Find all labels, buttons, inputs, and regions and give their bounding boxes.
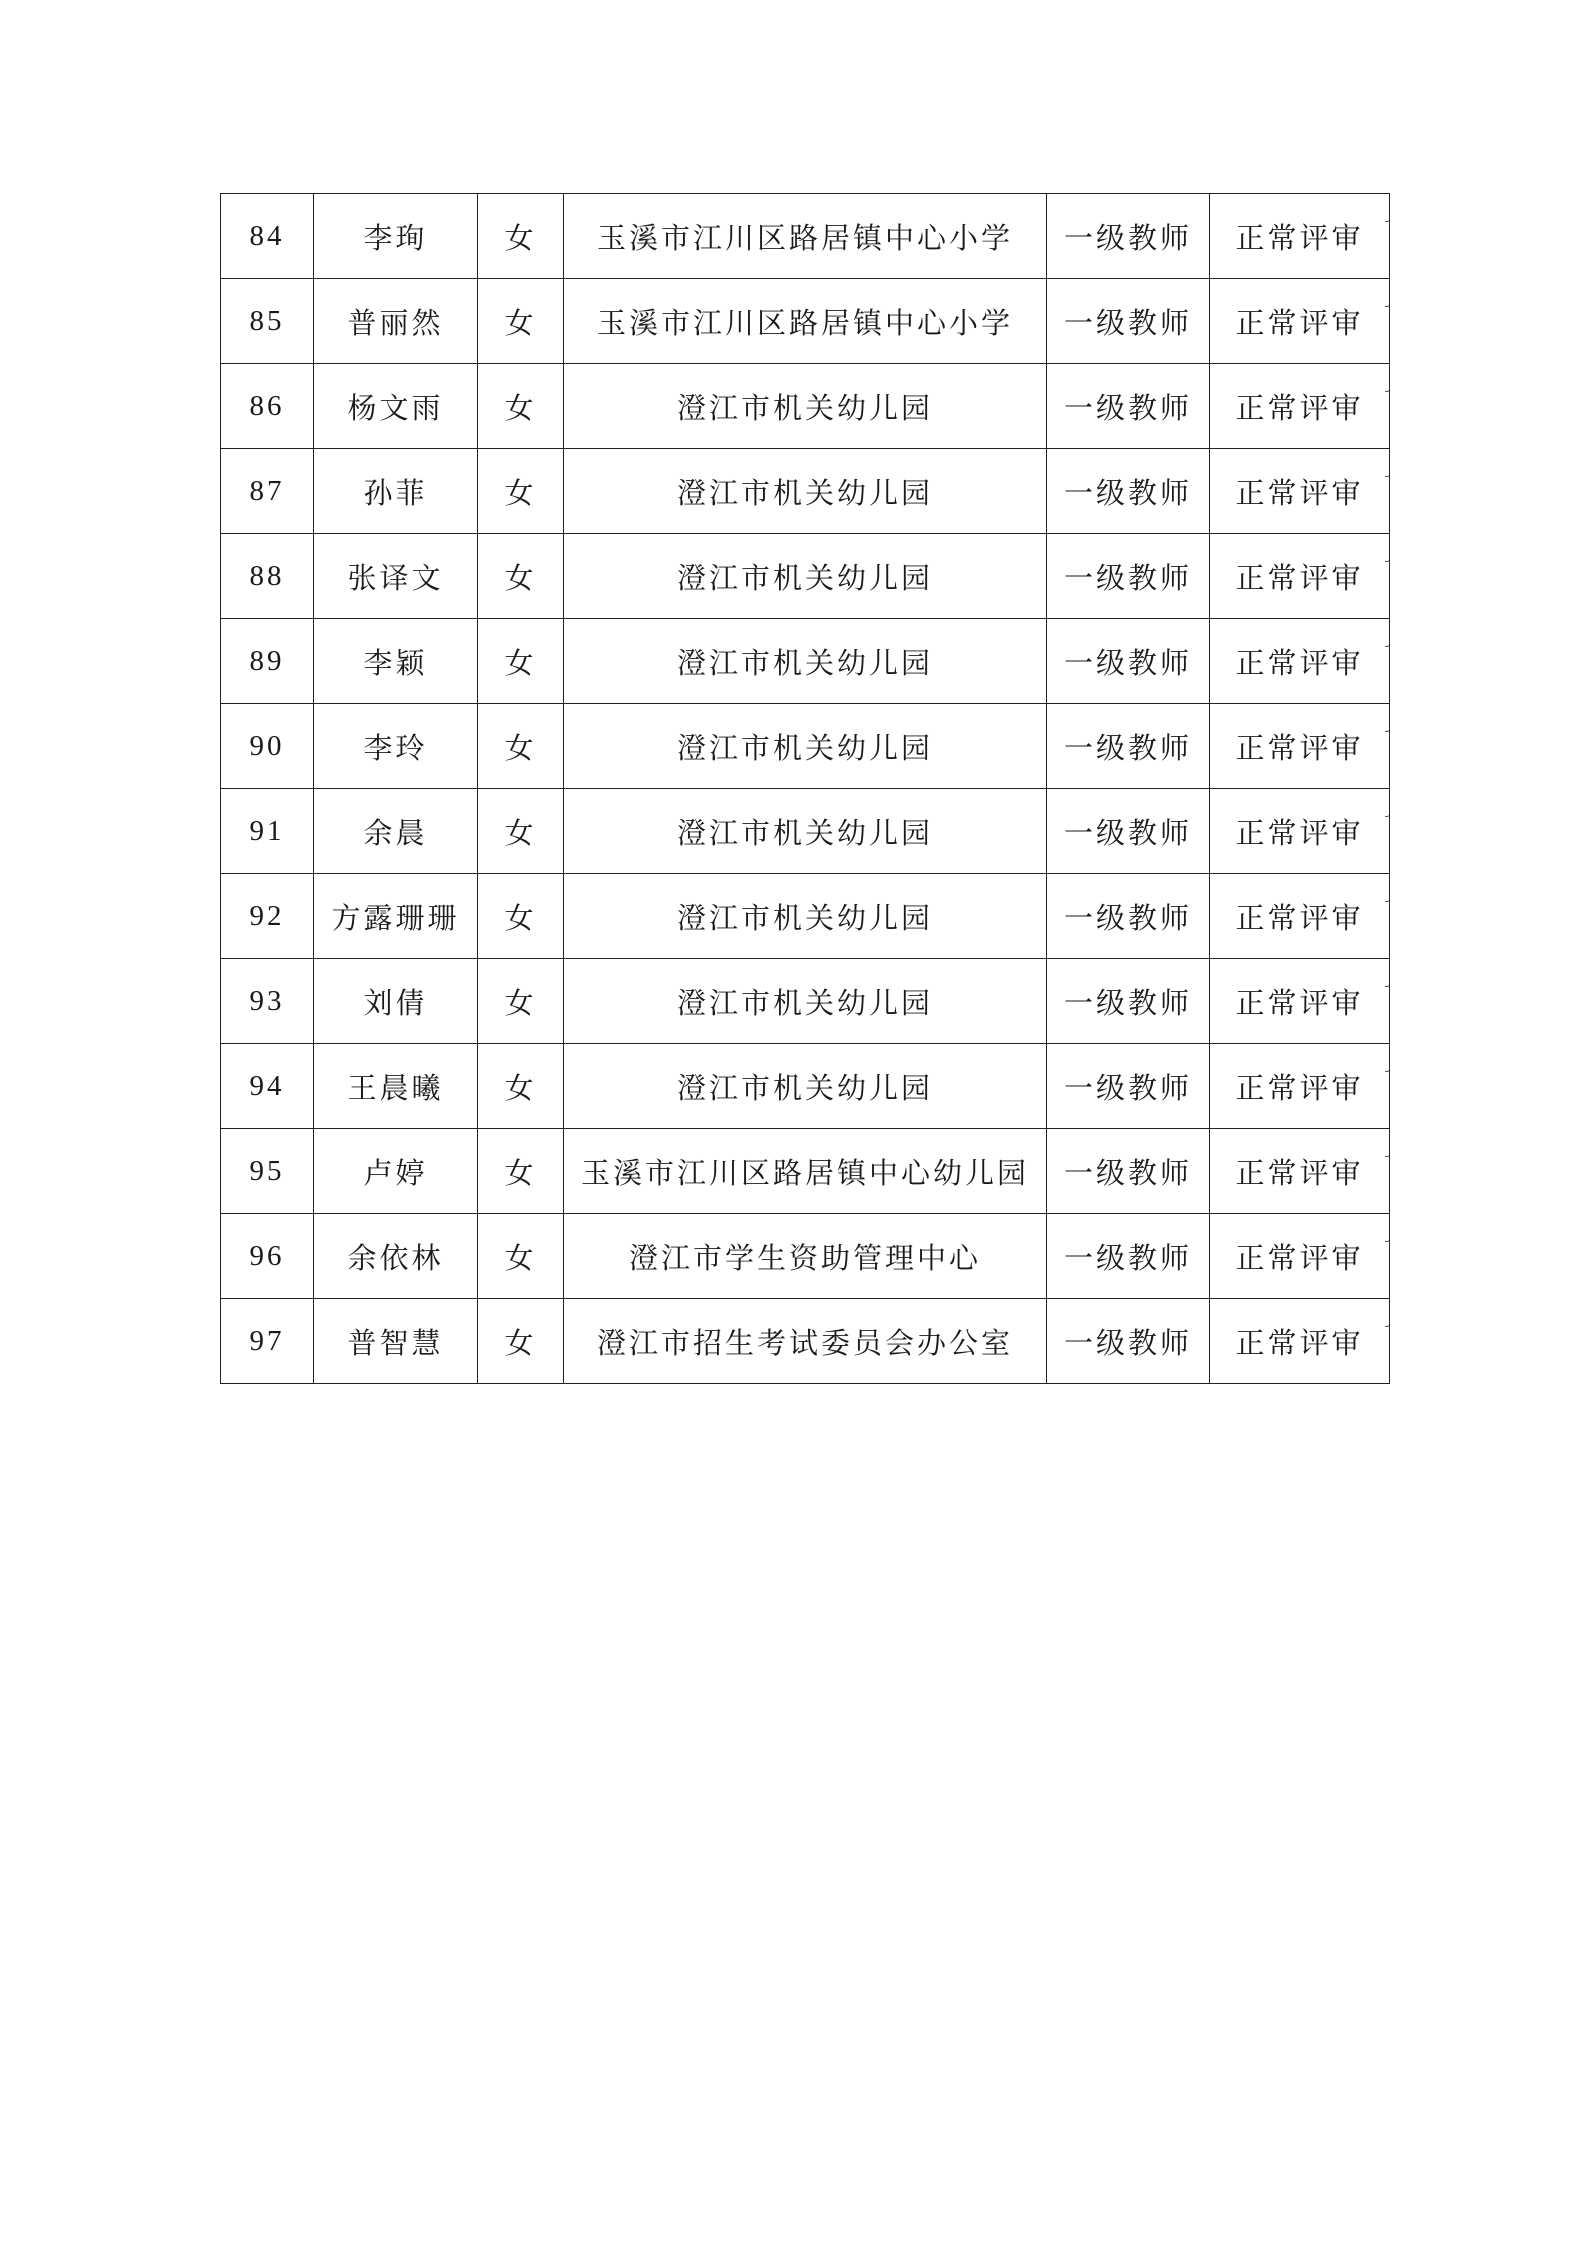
table-row (221, 874, 1390, 959)
organization-cell: 澄江市招生考试委员会办公室 (564, 1299, 1047, 1384)
gender-cell: 女 (478, 704, 564, 789)
review-status-cell: 正常评审 (1210, 789, 1390, 874)
organization-cell: 澄江市机关幼儿园 (564, 1044, 1047, 1129)
title-cell: 一级教师 (1047, 959, 1210, 1044)
row-number: 86 (221, 364, 314, 449)
organization-cell: 澄江市机关幼儿园 (564, 364, 1047, 449)
row-number: 84 (221, 194, 314, 279)
table-row (221, 1044, 1390, 1129)
review-status-cell: 正常评审 (1210, 959, 1390, 1044)
organization-cell: 澄江市机关幼儿园 (564, 534, 1047, 619)
title-cell: 一级教师 (1047, 1299, 1210, 1384)
table-row (221, 1214, 1390, 1299)
row-number: 90 (221, 704, 314, 789)
table-row (221, 1299, 1390, 1384)
review-status-cell: 正常评审 (1210, 619, 1390, 704)
teacher-name: 李颖 (314, 619, 478, 704)
gender-cell: 女 (478, 364, 564, 449)
gender-cell: 女 (478, 874, 564, 959)
gender-cell: 女 (478, 959, 564, 1044)
gender-cell: 女 (478, 194, 564, 279)
gender-cell: 女 (478, 1129, 564, 1214)
row-number: 87 (221, 449, 314, 534)
title-cell: 一级教师 (1047, 619, 1210, 704)
teacher-name: 李珣 (314, 194, 478, 279)
review-status-cell: 正常评审 (1210, 364, 1390, 449)
table-row (221, 704, 1390, 789)
table-row (221, 449, 1390, 534)
teacher-name: 杨文雨 (314, 364, 478, 449)
row-number: 85 (221, 279, 314, 364)
teacher-name: 余依林 (314, 1214, 478, 1299)
title-cell: 一级教师 (1047, 1214, 1210, 1299)
title-cell: 一级教师 (1047, 449, 1210, 534)
organization-cell: 玉溪市江川区路居镇中心小学 (564, 194, 1047, 279)
table-row (221, 364, 1390, 449)
teacher-name: 普智慧 (314, 1299, 478, 1384)
organization-cell: 澄江市学生资助管理中心 (564, 1214, 1047, 1299)
organization-cell: 澄江市机关幼儿园 (564, 959, 1047, 1044)
title-cell: 一级教师 (1047, 874, 1210, 959)
gender-cell: 女 (478, 534, 564, 619)
organization-cell: 澄江市机关幼儿园 (564, 449, 1047, 534)
title-cell: 一级教师 (1047, 194, 1210, 279)
title-cell: 一级教师 (1047, 364, 1210, 449)
teacher-name: 普丽然 (314, 279, 478, 364)
organization-cell: 澄江市机关幼儿园 (564, 789, 1047, 874)
teacher-name: 方露珊珊 (314, 874, 478, 959)
title-cell: 一级教师 (1047, 1044, 1210, 1129)
review-status-cell: 正常评审 (1210, 449, 1390, 534)
teacher-name: 李玲 (314, 704, 478, 789)
gender-cell: 女 (478, 789, 564, 874)
teacher-name: 余晨 (314, 789, 478, 874)
review-status-cell: 正常评审 (1210, 1129, 1390, 1214)
row-number: 91 (221, 789, 314, 874)
gender-cell: 女 (478, 449, 564, 534)
row-number: 88 (221, 534, 314, 619)
review-status-cell: 正常评审 (1210, 534, 1390, 619)
row-number: 89 (221, 619, 314, 704)
table-row (221, 279, 1390, 364)
gender-cell: 女 (478, 619, 564, 704)
organization-cell: 澄江市机关幼儿园 (564, 704, 1047, 789)
table-row (221, 959, 1390, 1044)
title-cell: 一级教师 (1047, 704, 1210, 789)
review-status-cell: 正常评审 (1210, 1299, 1390, 1384)
row-number: 96 (221, 1214, 314, 1299)
review-status-cell: 正常评审 (1210, 1214, 1390, 1299)
row-number: 92 (221, 874, 314, 959)
review-status-cell: 正常评审 (1210, 1044, 1390, 1129)
table-row (221, 194, 1390, 279)
gender-cell: 女 (478, 279, 564, 364)
title-cell: 一级教师 (1047, 279, 1210, 364)
title-cell: 一级教师 (1047, 534, 1210, 619)
gender-cell: 女 (478, 1299, 564, 1384)
teacher-name: 王晨曦 (314, 1044, 478, 1129)
title-cell: 一级教师 (1047, 789, 1210, 874)
review-status-cell: 正常评审 (1210, 704, 1390, 789)
review-status-cell: 正常评审 (1210, 194, 1390, 279)
review-status-cell: 正常评审 (1210, 279, 1390, 364)
table-row (221, 619, 1390, 704)
teacher-name: 卢婷 (314, 1129, 478, 1214)
organization-cell: 玉溪市江川区路居镇中心小学 (564, 279, 1047, 364)
table-row (221, 789, 1390, 874)
row-number: 93 (221, 959, 314, 1044)
organization-cell: 澄江市机关幼儿园 (564, 874, 1047, 959)
organization-cell: 玉溪市江川区路居镇中心幼儿园 (564, 1129, 1047, 1214)
row-number: 97 (221, 1299, 314, 1384)
row-number: 94 (221, 1044, 314, 1129)
teacher-name: 张译文 (314, 534, 478, 619)
gender-cell: 女 (478, 1214, 564, 1299)
row-number: 95 (221, 1129, 314, 1214)
gender-cell: 女 (478, 1044, 564, 1129)
review-status-cell: 正常评审 (1210, 874, 1390, 959)
teacher-roster-table (220, 193, 1390, 1384)
table-row (221, 534, 1390, 619)
teacher-name: 孙菲 (314, 449, 478, 534)
organization-cell: 澄江市机关幼儿园 (564, 619, 1047, 704)
title-cell: 一级教师 (1047, 1129, 1210, 1214)
table-row (221, 1129, 1390, 1214)
teacher-name: 刘倩 (314, 959, 478, 1044)
